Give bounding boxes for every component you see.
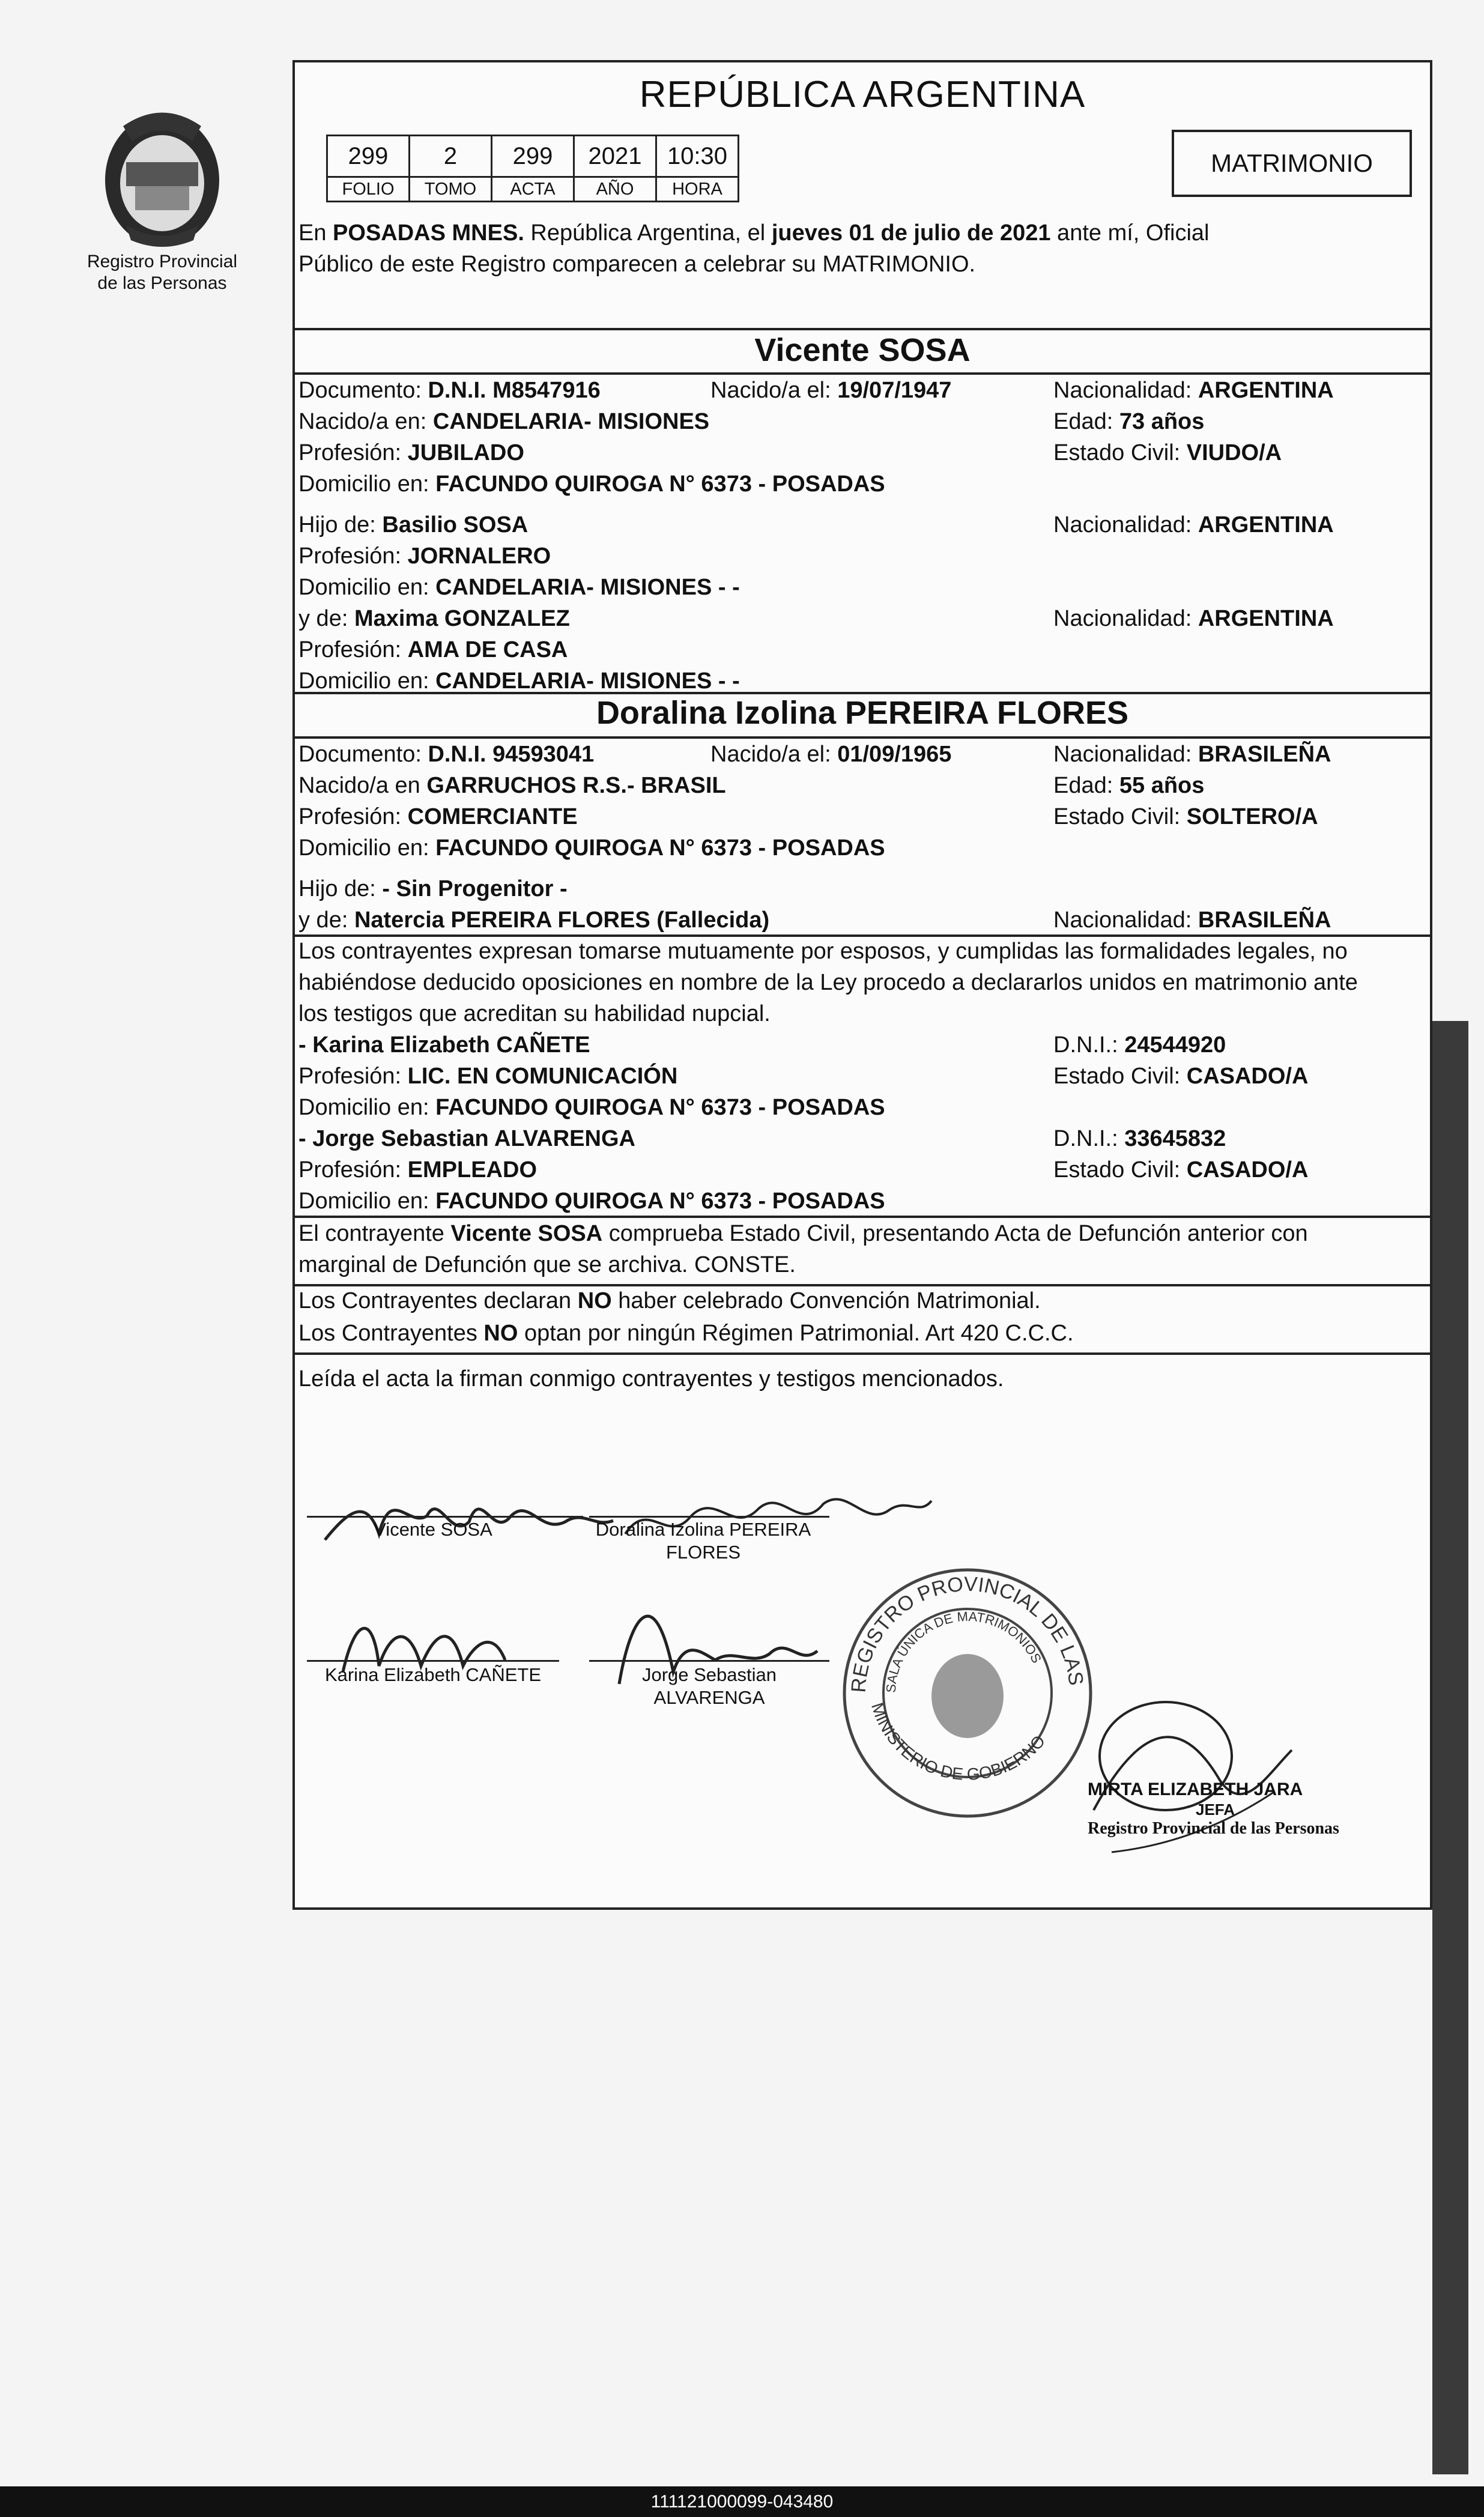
spouse2-profession: Profesión: COMERCIANTE xyxy=(298,804,578,829)
marriage-certificate xyxy=(292,60,1432,1910)
signature-label-doralina xyxy=(583,1518,823,1564)
officer-office: Registro Provincial de las Personas xyxy=(1088,1819,1339,1838)
civil-note-line-1: El contrayente Vicente SOSA comprueba Estado Civil, presentando Acta de Defunción anterior con xyxy=(298,1221,1308,1246)
declaration-line-2: habiéndose deducido oposiciones en nombre de la Ley procedo a declararlos unidos en matrimonio ante xyxy=(298,970,1358,995)
acta-label: ACTA xyxy=(492,177,574,202)
official-stamp-icon xyxy=(821,1537,1106,1831)
spouse1-birthdate: Nacido/a el: 19/07/1947 xyxy=(710,378,952,403)
regime-line-1: Los Contrayentes declaran NO haber celebrado Convención Matrimonial. xyxy=(298,1288,1041,1313)
province-emblem xyxy=(90,96,234,252)
intro-line-1: En POSADAS MNES. República Argentina, el jueves 01 de julio de 2021 ante mí, Oficial xyxy=(298,220,1210,246)
spouse1-profession: Profesión: JUBILADO xyxy=(298,440,524,465)
declaration-line-1: Los contrayentes expresan tomarse mutuamente por esposos, y cumplidas las formalidades legales, no xyxy=(298,939,1348,964)
folio-label: FOLIO xyxy=(327,177,410,202)
closing-statement: Leída el acta la firman conmigo contrayentes y testigos mencionados. xyxy=(298,1366,1004,1392)
page-title: REPÚBLICA ARGENTINA xyxy=(639,74,1086,115)
spouse2-birthplace: Nacido/a en GARRUCHOS R.S.- BRASIL xyxy=(298,773,726,798)
spouse1-nationality: Nacionalidad: ARGENTINA xyxy=(1053,378,1334,403)
hora-label: HORA xyxy=(656,177,739,202)
spouse1-age: Edad: 73 años xyxy=(1053,409,1205,434)
witness1-name: - Karina Elizabeth CAÑETE xyxy=(298,1032,590,1058)
regime-line-2: Los Contrayentes NO optan por ningún Régimen Patrimonial. Art 420 C.C.C. xyxy=(298,1321,1074,1346)
spouse1-address: Domicilio en: FACUNDO QUIROGA N° 6373 - POSADAS xyxy=(298,471,885,497)
folio-value: 299 xyxy=(327,136,410,177)
civil-note-line-2: marginal de Defunción que se archiva. CONSTE. xyxy=(298,1252,796,1277)
spouse2-document: Documento: D.N.I. 94593041 xyxy=(298,742,595,767)
signature-label-karina: Karina Elizabeth CAÑETE xyxy=(324,1664,542,1685)
spouse1-mother: y de: Maxima GONZALEZ xyxy=(298,606,570,631)
anio-value: 2021 xyxy=(574,136,656,177)
intro-line-2: Público de este Registro comparecen a celebrar su MATRIMONIO. xyxy=(298,252,976,277)
caption-line-2: de las Personas xyxy=(97,273,227,293)
svg-text:REGISTRO PROVINCIAL DE LAS PER: REGISTRO PROVINCIAL DE LAS PERSONAS xyxy=(821,1537,1088,1694)
svg-text:SALA ÚNICA DE MATRIMONIOS: SALA ÚNICA DE MATRIMONIOS xyxy=(883,1608,1044,1694)
witness1-dni: D.N.I.: 24544920 xyxy=(1053,1032,1226,1058)
svg-text:MINISTERIO DE GOBIERNO: MINISTERIO DE GOBIERNO xyxy=(867,1700,1049,1784)
officer-name: MIRTA ELIZABETH JARA xyxy=(1088,1779,1303,1799)
anio-label: AÑO xyxy=(574,177,656,202)
spouse1-father: Hijo de: Basilio SOSA xyxy=(298,512,528,538)
spouse1-father-address: Domicilio en: CANDELARIA- MISIONES - - xyxy=(298,575,740,600)
signature-label-vicente: Vicente SOSA xyxy=(374,1519,492,1540)
spouse1-birthplace: Nacido/a en: CANDELARIA- MISIONES xyxy=(298,409,710,434)
caption-line-1: Registro Provincial xyxy=(86,252,238,271)
spouse1-mother-nationality: Nacionalidad: ARGENTINA xyxy=(1053,606,1334,631)
spouse2-name: Doralina Izolina PEREIRA FLORES xyxy=(596,695,1129,731)
signature-label-jorge xyxy=(589,1664,829,1709)
witness1-profession: Profesión: LIC. EN COMUNICACIÓN xyxy=(298,1064,678,1089)
spouse2-father: Hijo de: - Sin Progenitor - xyxy=(298,876,568,901)
spouse2-nationality: Nacionalidad: BRASILEÑA xyxy=(1053,742,1331,767)
act-type-box: MATRIMONIO xyxy=(1172,130,1412,197)
signature-label-jorge-line1: Jorge Sebastian xyxy=(641,1664,777,1685)
spouse2-civil-status: Estado Civil: SOLTERO/A xyxy=(1053,804,1318,829)
witness1-civil-status: Estado Civil: CASADO/A xyxy=(1053,1064,1309,1089)
spouse2-mother: y de: Natercia PEREIRA FLORES (Fallecida) xyxy=(298,907,770,933)
registry-caption xyxy=(66,251,258,294)
witness2-civil-status: Estado Civil: CASADO/A xyxy=(1053,1157,1309,1183)
witness2-name: - Jorge Sebastian ALVARENGA xyxy=(298,1126,635,1151)
signature-label-jorge-line2: ALVARENGA xyxy=(653,1687,765,1708)
hora-value: 10:30 xyxy=(656,136,739,177)
signature-label-doralina-line2: FLORES xyxy=(665,1542,741,1563)
spouse1-civil-status: Estado Civil: VIUDO/A xyxy=(1053,440,1282,465)
declaration-line-3: los testigos que acreditan su habilidad nupcial. xyxy=(298,1001,771,1026)
document-code: 111121000099-043480 xyxy=(0,2486,1484,2517)
spouse1-document: Documento: D.N.I. M8547916 xyxy=(298,378,601,403)
acta-value: 299 xyxy=(492,136,574,177)
spouse1-father-profession: Profesión: JORNALERO xyxy=(298,544,551,569)
spouse2-address: Domicilio en: FACUNDO QUIROGA N° 6373 - POSADAS xyxy=(298,835,885,861)
tomo-value: 2 xyxy=(410,136,492,177)
registry-reference-table xyxy=(326,135,739,202)
scan-edge-shadow xyxy=(1432,1021,1468,2474)
witness2-dni: D.N.I.: 33645832 xyxy=(1053,1126,1226,1151)
spouse2-birthdate: Nacido/a el: 01/09/1965 xyxy=(710,742,952,767)
signature-label-doralina-line1: Doralina Izolina PEREIRA xyxy=(595,1519,811,1540)
spouse2-mother-nationality: Nacionalidad: BRASILEÑA xyxy=(1053,907,1331,933)
witness2-address: Domicilio en: FACUNDO QUIROGA N° 6373 - POSADAS xyxy=(298,1189,885,1214)
spouse1-father-nationality: Nacionalidad: ARGENTINA xyxy=(1053,512,1334,538)
officer-role: JEFA xyxy=(1196,1801,1235,1819)
tomo-label: TOMO xyxy=(410,177,492,202)
spouse1-mother-address: Domicilio en: CANDELARIA- MISIONES - - xyxy=(298,668,740,694)
witness1-address: Domicilio en: FACUNDO QUIROGA N° 6373 - POSADAS xyxy=(298,1095,885,1120)
spouse1-name: Vicente SOSA xyxy=(754,332,971,368)
spouse1-mother-profession: Profesión: AMA DE CASA xyxy=(298,637,568,662)
spouse2-age: Edad: 55 años xyxy=(1053,773,1205,798)
witness2-profession: Profesión: EMPLEADO xyxy=(298,1157,538,1183)
emblem-icon xyxy=(90,96,234,252)
